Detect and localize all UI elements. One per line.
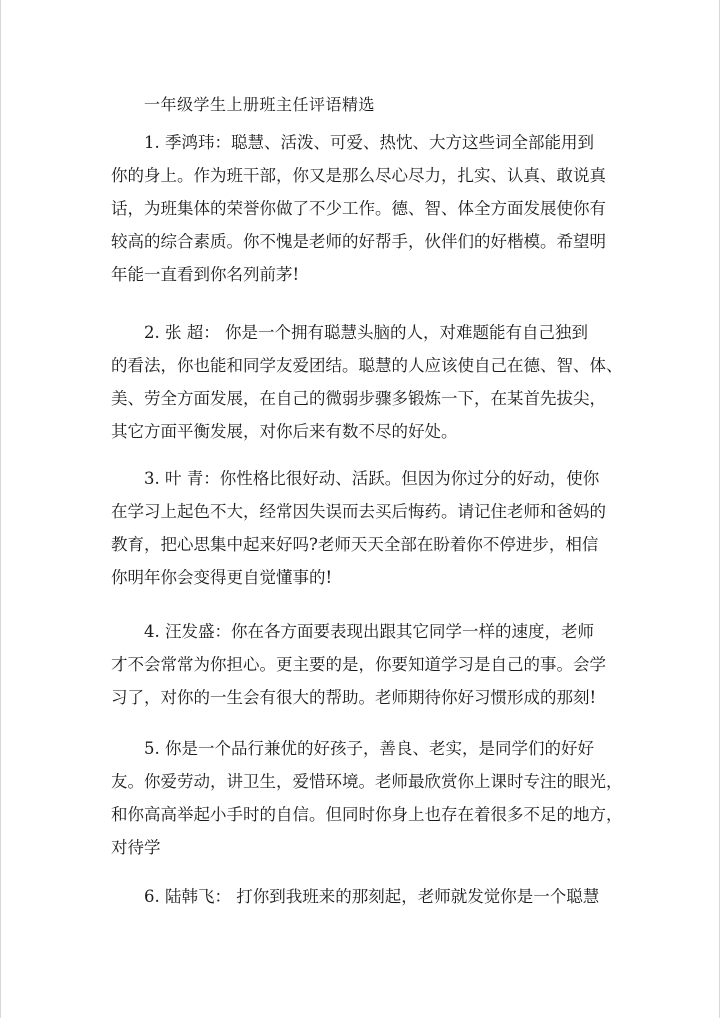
comment-paragraph-1 xyxy=(111,126,617,291)
comment-paragraph-2 xyxy=(111,316,623,448)
paragraph-line: 其它方面平衡发展，对你后来有数不尽的好处。 xyxy=(111,422,458,441)
paragraph-line: 你的身上。作为班干部，你又是那么尽心尽力，扎实、认真、敢说真 xyxy=(111,166,606,185)
paragraph-line: 6. 陆韩飞： 打你到我班来的那刻起，老师就发觉你是一个聪慧 xyxy=(144,887,600,906)
paragraph-line: 2. 张 超： 你是一个拥有聪慧头脑的人，对难题能有自己独到 xyxy=(144,323,588,342)
paragraph-line: 的看法，你也能和同学友爱团结。聪慧的人应该使自己在德、智、体、 xyxy=(111,356,623,375)
paragraph-line: 话，为班集体的荣誉你做了不少工作。德、智、体全方面发展使你有 xyxy=(111,199,606,218)
paragraph-line: 教育，把心思集中起来好吗?老师天天全部在盼着你不停进步，相信 xyxy=(111,535,599,554)
paragraph-line: 才不会常常为你担心。更主要的是，你要知道学习是自己的事。会学 xyxy=(111,655,606,674)
document-title: 一年级学生上册班主任评语精选 xyxy=(144,95,376,114)
paragraph-line: 对待学 xyxy=(111,838,161,857)
comment-paragraph-3 xyxy=(111,462,617,594)
paragraph-line: 你明年你会变得更自觉懂事的! xyxy=(111,568,333,587)
paragraph-line: 美、劳全方面发展，在自己的微弱步骤多锻炼一下，在某首先拔尖， xyxy=(111,389,606,408)
paragraph-line: 3. 叶 青：你性格比很好动、活跃。但因为你过分的好动，使你 xyxy=(144,469,600,488)
paragraph-line: 年能一直看到你名列前茅! xyxy=(111,265,300,284)
comment-paragraph-6 xyxy=(111,880,617,913)
paragraph-line: 4. 汪发盛：你在各方面要表现出跟其它同学一样的速度，老师 xyxy=(144,622,594,641)
paragraph-line: 和你高高举起小手时的自信。但同时你身上也存在着很多不足的地方， xyxy=(111,805,623,824)
paragraph-line: 5. 你是一个品行兼优的好孩子，善良、老实，是同学们的好好 xyxy=(144,739,594,758)
comment-paragraph-4 xyxy=(111,615,617,714)
comment-paragraph-5 xyxy=(111,732,623,864)
paragraph-line: 友。你爱劳动，讲卫生，爱惜环境。老师最欣赏你上课时专注的眼光， xyxy=(111,772,623,791)
paragraph-line: 较高的综合素质。你不愧是老师的好帮手，伙伴们的好楷模。希望明 xyxy=(111,232,606,251)
paragraph-line: 1. 季鸿玮：聪慧、活泼、可爱、热忱、大方这些词全部能用到 xyxy=(144,133,594,152)
paragraph-line: 习了，对你的一生会有很大的帮助。老师期待你好习惯形成的那刻! xyxy=(111,688,597,707)
paragraph-line: 在学习上起色不大，经常因失误而去买后悔药。请记住老师和爸妈的 xyxy=(111,502,606,521)
